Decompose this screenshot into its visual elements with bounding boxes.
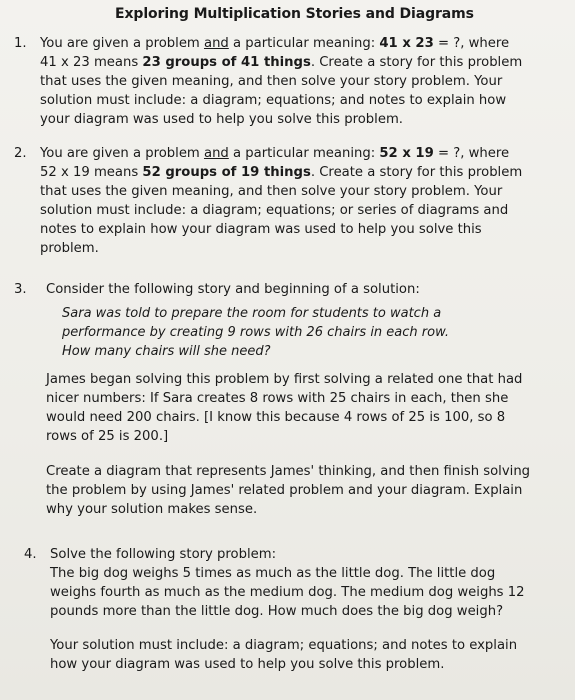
q4-line-1: Solve the following story problem: — [50, 547, 277, 562]
q3-story — [62, 304, 449, 361]
q2-line-5: notes to explain how your diagram was used to help you solve this — [40, 222, 482, 237]
q3-james-line-2: nicer numbers: If Sara creates 8 rows with 25 chairs in each, then she — [46, 391, 509, 406]
q3-james-line-3: would need 200 chairs. [I know this because 4 rows of 25 is 100, so 8 — [46, 410, 506, 425]
q3-james-line-1: James began solving this problem by first solving a related one that had — [46, 372, 523, 387]
question-1-number: 1. — [14, 36, 27, 51]
q3-task-paragraph — [46, 462, 530, 519]
question-2-number: 2. — [14, 146, 27, 161]
q2-line-6: problem. — [40, 241, 99, 256]
q1-line-5: your diagram was used to help you solve this problem. — [40, 112, 403, 127]
question-2 — [14, 144, 534, 264]
q2-line-3: that uses the given meaning, and then solve your story problem. Your — [40, 184, 503, 199]
question-4-number: 4. — [24, 547, 37, 562]
question-2-text — [40, 144, 522, 258]
q3-story-line-2: performance by creating 9 rows with 26 chairs in each row. — [62, 325, 450, 340]
q3-task-line-1: Create a diagram that represents James' thinking, and then finish solving — [46, 464, 531, 479]
q3-james-paragraph — [46, 370, 522, 446]
q4-req-line-1: Your solution must include: a diagram; equations; and notes to explain — [50, 638, 518, 653]
page-title: Exploring Multiplication Stories and Diagrams — [115, 6, 474, 22]
question-4-text — [50, 545, 525, 621]
q2-line-2: 52 x 19 means 52 groups of 19 things. Create a story for this problem — [40, 165, 523, 180]
question-1-text — [40, 34, 522, 129]
q3-task-line-2: the problem by using James' related problem and your diagram. Explain — [46, 483, 523, 498]
q4-line-2: The big dog weighs 5 times as much as the little dog. The little dog — [50, 566, 496, 581]
q3-story-line-1: Sara was told to prepare the room for students to watch a — [62, 306, 442, 321]
q3-james-line-4: rows of 25 is 200.] — [46, 429, 169, 444]
q4-line-3: weighs fourth as much as the medium dog. The medium dog weighs 12 — [50, 585, 525, 600]
question-3-intro: Consider the following story and beginning of a solution: — [46, 282, 420, 297]
q4-req-line-2: how your diagram was used to help you solve this problem. — [50, 657, 445, 672]
q4-line-4: pounds more than the little dog. How much does the big dog weigh? — [50, 604, 504, 619]
q1-line-1: You are given a problem and a particular meaning: 41 x 23 = ?, where — [40, 36, 510, 51]
q2-line-1: You are given a problem and a particular meaning: 52 x 19 = ?, where — [40, 146, 510, 161]
question-4 — [14, 545, 554, 635]
q3-story-line-3: How many chairs will she need? — [62, 344, 271, 359]
q1-line-2: 41 x 23 means 23 groups of 41 things. Create a story for this problem — [40, 55, 523, 70]
q3-task-line-3: why your solution makes sense. — [46, 502, 258, 517]
question-1 — [14, 34, 534, 134]
question-3 — [14, 280, 534, 300]
q4-requirements — [50, 636, 517, 674]
q2-line-4: solution must include: a diagram; equations; or series of diagrams and — [40, 203, 509, 218]
q1-line-3: that uses the given meaning, and then solve your story problem. Your — [40, 74, 503, 89]
q1-line-4: solution must include: a diagram; equations; and notes to explain how — [40, 93, 507, 108]
question-3-number: 3. — [14, 282, 27, 297]
